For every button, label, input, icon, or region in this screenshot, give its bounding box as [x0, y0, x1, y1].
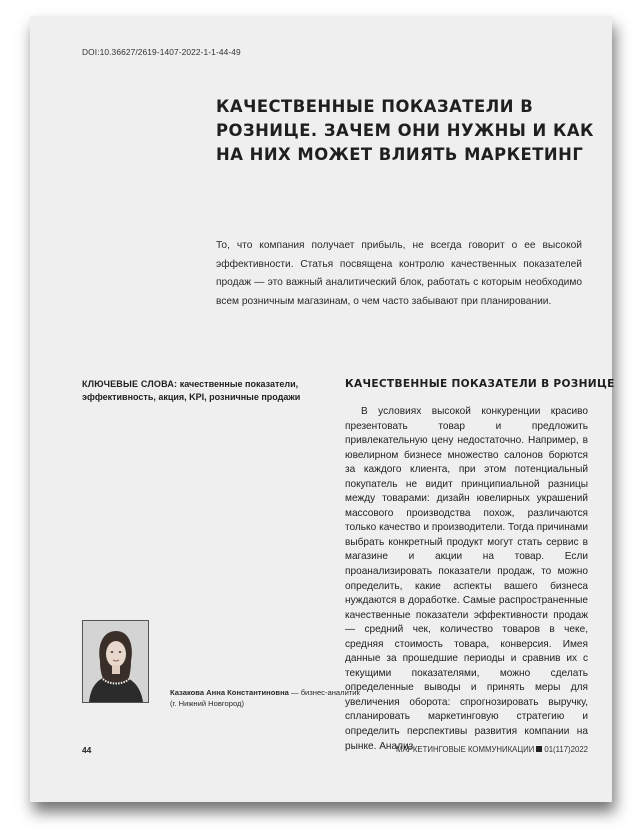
- keywords-text: качественные показатели, эффективность, акция, KPI, розничные продажи: [82, 379, 301, 402]
- author-role: — бизнес-аналитик: [288, 688, 360, 697]
- section-heading: КАЧЕСТВЕННЫЕ ПОКАЗАТЕЛИ В РОЗНИЦЕ: [345, 378, 615, 390]
- author-info: [170, 687, 370, 709]
- article-abstract: То, что компания получает прибыль, не всегда говорит о ее высокой эффективности. Статья посвящена контролю качественных показателей продаж — это важный аналитический блок, работать с которым необходимо всем розничным магазинам, о чем часто забывают при планировании.: [216, 240, 582, 307]
- journal-name: МАРКЕТИНГОВЫЕ КОММУНИКАЦИИ: [395, 745, 535, 754]
- journal-footer: [396, 745, 588, 754]
- article-title: КАЧЕСТВЕННЫЕ ПОКАЗАТЕЛИ В РОЗНИЦЕ. ЗАЧЕМ ОНИ НУЖНЫ И КАК НА НИХ МОЖЕТ ВЛИЯТЬ МАРКЕТИНГ: [216, 97, 594, 164]
- author-name: Казакова Анна Константиновна: [170, 688, 289, 697]
- author-location: (г. Нижний Новгород): [170, 699, 244, 708]
- section-body: В условиях высокой конкуренции красиво презентовать товар и предложить привлекательную цену недостаточно. Например, в ювелирном бизнесе множество салонов борются за каждого клиента, при этом потенциальный покупатель не видит принципиальной разницы между товарами: дизайн ювелирных украшений массового производства похож, различаются только качество и производители. Тогда причинами выбрать конкретный продукт могут стать сервис в магазине и акции на товар. Если проанализировать показатели продаж, то можно определить, какие аспекты вашего бизнеса нуждаются в доработке. Самые распространенные качественные показатели эффективности продаж — средний чек, количество товаров в чеке, средняя стоимость товара, конверсия. Имея данные за прошедшие периоды и сравнив их с текущими показателями, можно сделать определенные выводы и принять меры для увеличения оборота: спрогнозировать выручку, спланировать маркетинговую стратегию и определить перспективы развития компании на рынке. Анализ: [345, 406, 588, 752]
- author-portrait-image: [83, 621, 148, 702]
- journal-page: [30, 16, 615, 802]
- journal-issue: 01(117)2022: [544, 745, 588, 754]
- doi-line: DOI:10.36627/2619-1407-2022-1-1-44-49: [82, 47, 241, 57]
- author-photo: [82, 620, 149, 703]
- keywords-block: [82, 378, 342, 403]
- page-number: 44: [82, 745, 92, 755]
- keywords-label: КЛЮЧЕВЫЕ СЛОВА:: [82, 379, 178, 389]
- square-separator-icon: [536, 746, 542, 752]
